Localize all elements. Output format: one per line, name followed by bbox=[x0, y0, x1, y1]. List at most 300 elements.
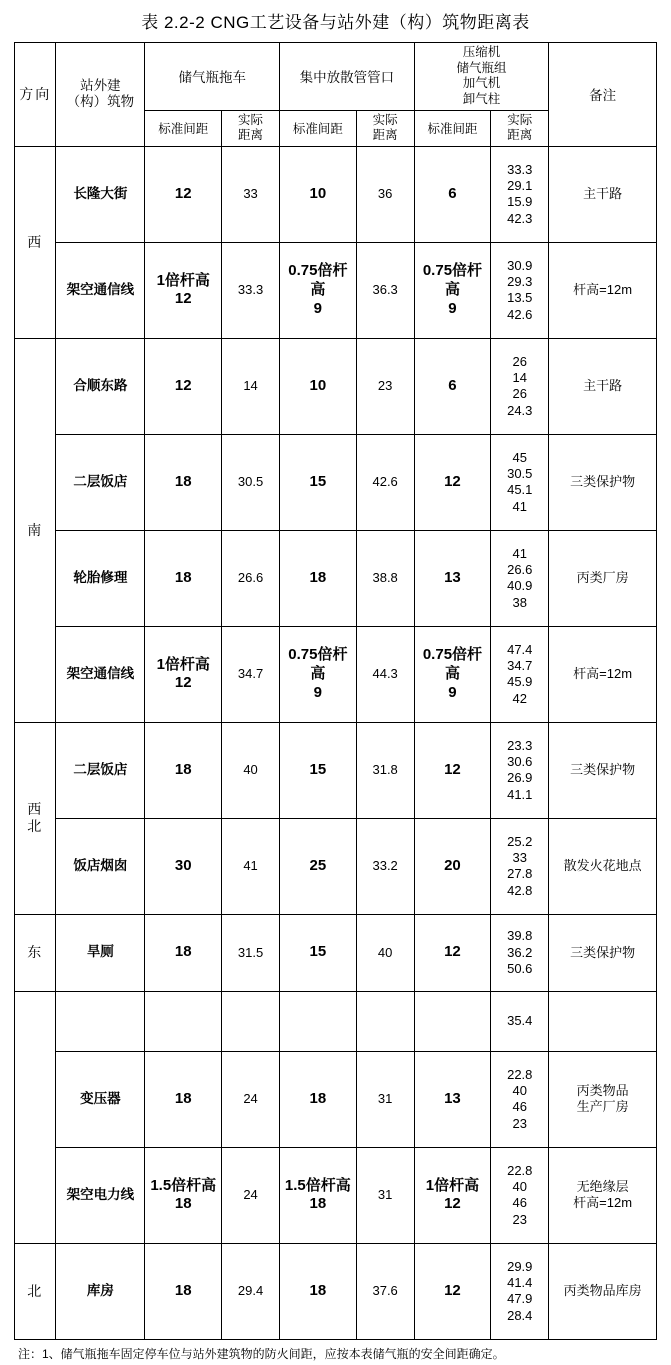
comp-standard-2-0-lines bbox=[416, 761, 490, 780]
comp-actual-2-0-line-4: 41.1 bbox=[507, 786, 533, 802]
comp-actual-2-1-line-3: 27.8 bbox=[507, 866, 533, 882]
vent-actual-3-0-line-1: 40 bbox=[377, 944, 393, 960]
vent-standard-2-0 bbox=[280, 722, 357, 818]
page-title: 表 2.2-2 CNG工艺设备与站外建（构）筑物距离表 bbox=[141, 13, 530, 32]
trailer-actual-4-1-lines bbox=[223, 1091, 278, 1107]
trailer-standard-1-3 bbox=[145, 626, 222, 722]
comp-actual-5-0 bbox=[491, 1243, 549, 1339]
compressor-line-3: 加气机 bbox=[462, 76, 501, 91]
trailer-actual-2-0-line-1: 40 bbox=[243, 762, 258, 778]
vent-actual-1-2-line-1: 38.8 bbox=[372, 570, 398, 586]
vent-standard-0-1-line-2: 9 bbox=[313, 299, 323, 317]
vent-actual-0-0-lines bbox=[358, 186, 413, 202]
trailer-actual-2-0-lines bbox=[223, 762, 278, 778]
comp-standard-3-0 bbox=[414, 914, 491, 991]
comp-actual-5-0-line-2: 41.4 bbox=[507, 1275, 533, 1290]
vent-standard-1-0-lines bbox=[281, 377, 355, 396]
comp-actual-1-0-line-1: 26 bbox=[512, 353, 527, 369]
vent-standard-4-1-line-1: 18 bbox=[309, 1089, 327, 1107]
trailer-standard-1-3-lines bbox=[146, 656, 220, 694]
trailer-standard-4-2-lines bbox=[146, 1177, 220, 1215]
trailer-standard-4-2 bbox=[145, 1147, 222, 1243]
trailer-standard-2-1-line-1: 30 bbox=[174, 856, 192, 874]
comp-actual-4-1-lines bbox=[492, 1067, 547, 1132]
comp-actual-2-0-line-3: 26.9 bbox=[507, 770, 533, 786]
trailer-actual-1-2 bbox=[222, 530, 280, 626]
header-row-1 bbox=[15, 43, 657, 111]
remark-1-3-line-1: 杆高=12m bbox=[573, 666, 633, 682]
comp-standard-1-2-line-1: 13 bbox=[444, 568, 461, 586]
vent-actual-0-0-line-1: 36 bbox=[377, 186, 393, 202]
header-group-compressor bbox=[414, 43, 549, 111]
direction-cell-2-lines bbox=[16, 801, 54, 836]
comp-standard-2-1-lines bbox=[416, 857, 490, 876]
va-1: 实际 bbox=[372, 112, 398, 127]
remark-1-0-line-1: 主干路 bbox=[583, 378, 623, 394]
trailer-standard-4-1-lines bbox=[146, 1090, 220, 1109]
comp-actual-0-0-line-4: 42.3 bbox=[507, 210, 533, 226]
vent-actual-5-0 bbox=[356, 1243, 414, 1339]
comp-actual-4-0-line-1: 35.4 bbox=[507, 1013, 533, 1029]
comp-actual-1-3 bbox=[491, 626, 549, 722]
building-name-0-1-lines bbox=[57, 282, 143, 299]
vent-standard-0-0-line-1: 10 bbox=[309, 184, 327, 202]
vent-standard-1-0-line-1: 10 bbox=[309, 376, 327, 394]
building-name-1-1 bbox=[56, 434, 145, 530]
building-name-1-1-lines bbox=[57, 474, 143, 491]
vent-actual-1-0-line-1: 23 bbox=[377, 378, 393, 394]
remark-4-2 bbox=[549, 1147, 657, 1243]
vent-standard-5-0-line-1: 18 bbox=[309, 1281, 327, 1299]
remark-0-0-line-1: 主干路 bbox=[583, 186, 623, 202]
building-name-4-1-line-1: 变压器 bbox=[80, 1090, 121, 1106]
comp-actual-1-3-line-4: 42 bbox=[512, 690, 527, 706]
building-name-2-0-line-1: 二层饭店 bbox=[73, 761, 128, 777]
vent-standard-1-3-line-2: 9 bbox=[313, 683, 323, 701]
trailer-actual-3-0 bbox=[222, 914, 280, 991]
remark-3-0-line-1: 三类保护物 bbox=[570, 944, 636, 960]
header-group-compressor-lines bbox=[416, 45, 548, 108]
remark-0-1 bbox=[549, 242, 657, 338]
comp-actual-1-1-line-1: 45 bbox=[512, 449, 527, 465]
comp-actual-1-0-line-2: 14 bbox=[512, 370, 527, 385]
vent-standard-3-0-line-1: 15 bbox=[309, 943, 327, 961]
vent-actual-4-2-lines bbox=[358, 1187, 413, 1203]
direction-cell-0-lines bbox=[16, 234, 54, 252]
table-row bbox=[15, 1243, 657, 1339]
trailer-standard-1-1-line-1: 18 bbox=[174, 472, 192, 490]
building-name-4-1 bbox=[56, 1051, 145, 1147]
vent-actual-2-1-lines bbox=[358, 858, 413, 874]
vent-actual-1-1-lines bbox=[358, 474, 413, 490]
trailer-actual-1-0 bbox=[222, 338, 280, 434]
building-name-1-2-line-1: 轮胎修理 bbox=[73, 569, 128, 585]
table-row bbox=[15, 1147, 657, 1243]
vent-actual-1-0-lines bbox=[358, 378, 413, 394]
header-trailer-standard: 标准间距 bbox=[145, 110, 222, 146]
remark-1-3-lines bbox=[550, 666, 655, 682]
vent-actual-4-0 bbox=[356, 991, 414, 1051]
remark-0-1-line-1: 杆高=12m bbox=[573, 282, 633, 298]
trailer-actual-2-1-line-1: 41 bbox=[243, 858, 258, 874]
comp-standard-4-1-lines bbox=[416, 1090, 490, 1109]
vent-standard-0-0-lines bbox=[281, 185, 355, 204]
comp-actual-4-1-line-4: 23 bbox=[512, 1115, 527, 1131]
vent-standard-4-2 bbox=[280, 1147, 357, 1243]
trailer-standard-2-1-lines bbox=[146, 857, 220, 876]
vent-actual-1-3 bbox=[356, 626, 414, 722]
remark-1-2-line-1: 丙类厂房 bbox=[576, 570, 629, 586]
comp-actual-4-0 bbox=[491, 991, 549, 1051]
trailer-actual-1-0-line-1: 14 bbox=[243, 378, 258, 394]
distance-table bbox=[14, 42, 657, 1340]
trailer-standard-5-0-line-1: 18 bbox=[174, 1281, 192, 1299]
trailer-standard-1-2-line-1: 18 bbox=[174, 568, 192, 586]
comp-standard-1-1-line-1: 12 bbox=[444, 472, 461, 490]
building-name-4-2-line-1: 架空电力线 bbox=[66, 1186, 135, 1202]
vent-standard-1-0 bbox=[280, 338, 357, 434]
building-name-1-0 bbox=[56, 338, 145, 434]
trailer-standard-4-1-line-1: 18 bbox=[174, 1089, 192, 1107]
building-name-4-2 bbox=[56, 1147, 145, 1243]
vent-standard-4-1-lines bbox=[281, 1090, 355, 1109]
comp-actual-0-0 bbox=[491, 146, 549, 242]
building-name-5-0 bbox=[56, 1243, 145, 1339]
comp-standard-1-3 bbox=[414, 626, 491, 722]
trailer-actual-1-1-line-1: 30.5 bbox=[237, 474, 264, 490]
trailer-actual-3-0-lines bbox=[223, 945, 278, 961]
table-row bbox=[15, 338, 657, 434]
comp-actual-2-1 bbox=[491, 818, 549, 914]
comp-actual-1-3-line-1: 47.4 bbox=[507, 641, 533, 657]
comp-standard-2-1 bbox=[414, 818, 491, 914]
trailer-standard-4-2-line-1: 1.5倍杆高 bbox=[150, 1176, 217, 1194]
building-name-4-0 bbox=[56, 991, 145, 1051]
ca-1: 实际 bbox=[507, 112, 533, 127]
trailer-standard-0-0-line-1: 12 bbox=[174, 184, 192, 202]
building-name-2-0-lines bbox=[57, 762, 143, 779]
trailer-actual-0-0-line-1: 33 bbox=[243, 186, 258, 202]
vent-standard-1-3 bbox=[280, 626, 357, 722]
vent-standard-1-3-line-1: 0.75倍杆高 bbox=[288, 646, 348, 682]
comp-actual-1-1-line-2: 30.5 bbox=[507, 466, 533, 481]
comp-standard-4-2 bbox=[414, 1147, 491, 1243]
header-group-vent: 集中放散管管口 bbox=[280, 43, 415, 111]
trailer-standard-0-0 bbox=[145, 146, 222, 242]
trailer-actual-1-2-lines bbox=[223, 570, 278, 586]
building-name-3-0 bbox=[56, 914, 145, 991]
vent-actual-0-0 bbox=[356, 146, 414, 242]
comp-actual-1-2 bbox=[491, 530, 549, 626]
remark-1-3 bbox=[549, 626, 657, 722]
building-name-0-0 bbox=[56, 146, 145, 242]
comp-actual-4-2 bbox=[491, 1147, 549, 1243]
vent-actual-5-0-lines bbox=[358, 1283, 413, 1299]
trailer-actual-4-1-line-1: 24 bbox=[243, 1091, 258, 1107]
comp-actual-4-2-line-4: 23 bbox=[512, 1211, 527, 1227]
building-name-2-1-lines bbox=[57, 858, 143, 875]
comp-actual-4-1 bbox=[491, 1051, 549, 1147]
table-row bbox=[15, 722, 657, 818]
header-direction: 方向 bbox=[15, 43, 56, 147]
building-name-5-0-line-1: 库房 bbox=[86, 1282, 114, 1298]
vent-standard-4-2-line-2: 18 bbox=[309, 1195, 327, 1213]
trailer-standard-1-2-lines bbox=[146, 569, 220, 588]
vent-standard-1-1-lines bbox=[281, 473, 355, 492]
trailer-actual-4-2-line-1: 24 bbox=[243, 1187, 258, 1203]
comp-actual-2-0-lines bbox=[492, 738, 547, 803]
comp-actual-3-0-lines bbox=[492, 928, 547, 977]
table-note: 注：1、储气瓶拖车固定停车位与站外建筑物的防火间距，应按本表储气瓶的安全间距确定。 bbox=[18, 1346, 505, 1361]
remark-4-1 bbox=[549, 1051, 657, 1147]
trailer-standard-1-0-line-1: 12 bbox=[174, 376, 192, 394]
building-name-3-0-line-1: 旱厕 bbox=[86, 944, 114, 960]
direction-cell-1 bbox=[15, 338, 56, 722]
comp-actual-0-1-line-1: 30.9 bbox=[507, 257, 533, 273]
comp-standard-2-1-line-1: 20 bbox=[444, 856, 461, 874]
vent-actual-1-1-line-1: 42.6 bbox=[372, 474, 398, 490]
direction-cell-3-line-1: 东 bbox=[27, 944, 44, 960]
trailer-actual-1-1 bbox=[222, 434, 280, 530]
header-building-line1: 站外建 bbox=[80, 77, 121, 93]
header-trailer-actual bbox=[222, 110, 280, 146]
comp-actual-4-2-lines bbox=[492, 1163, 547, 1228]
table-row bbox=[15, 434, 657, 530]
comp-standard-1-3-line-2: 9 bbox=[448, 683, 457, 701]
trailer-actual-1-2-line-1: 26.6 bbox=[237, 570, 264, 586]
building-name-0-1 bbox=[56, 242, 145, 338]
remark-4-0 bbox=[549, 991, 657, 1051]
remark-2-0-line-1: 三类保护物 bbox=[570, 762, 636, 778]
building-name-1-2 bbox=[56, 530, 145, 626]
direction-cell-2-line-2: 北 bbox=[27, 818, 44, 835]
building-name-3-0-lines bbox=[57, 944, 143, 961]
trailer-standard-0-0-lines bbox=[146, 185, 220, 204]
direction-cell-0 bbox=[15, 146, 56, 338]
comp-actual-1-1 bbox=[491, 434, 549, 530]
trailer-actual-2-1-lines bbox=[223, 858, 278, 874]
vent-actual-5-0-line-1: 37.6 bbox=[372, 1283, 398, 1299]
comp-actual-2-1-lines bbox=[492, 834, 547, 899]
remark-5-0 bbox=[549, 1243, 657, 1339]
trailer-actual-0-0-lines bbox=[223, 186, 278, 202]
vent-standard-2-1-lines bbox=[281, 857, 355, 876]
comp-actual-1-2-line-4: 38 bbox=[512, 594, 527, 610]
va-2: 距离 bbox=[372, 128, 398, 143]
comp-standard-0-0-line-1: 6 bbox=[448, 184, 457, 202]
direction-cell-3 bbox=[15, 914, 56, 991]
trailer-standard-0-1-line-2: 12 bbox=[174, 290, 192, 308]
vent-standard-3-0-lines bbox=[281, 943, 355, 962]
trailer-standard-1-1-lines bbox=[146, 473, 220, 492]
header-comp-actual bbox=[491, 110, 549, 146]
comp-actual-1-1-lines bbox=[492, 450, 547, 515]
building-name-0-0-line-1: 长隆大街 bbox=[73, 185, 128, 201]
comp-actual-2-1-line-2: 33 bbox=[512, 850, 527, 865]
comp-actual-4-2-line-2: 40 bbox=[512, 1179, 527, 1194]
header-group-trailer: 储气瓶拖车 bbox=[145, 43, 280, 111]
vent-actual-0-1-line-1: 36.3 bbox=[372, 282, 398, 298]
building-name-1-3-lines bbox=[57, 666, 143, 683]
trailer-standard-5-0 bbox=[145, 1243, 222, 1339]
trailer-actual-2-1 bbox=[222, 818, 280, 914]
vent-standard-1-2 bbox=[280, 530, 357, 626]
trailer-standard-1-0 bbox=[145, 338, 222, 434]
remark-5-0-lines bbox=[550, 1283, 655, 1299]
comp-standard-1-0 bbox=[414, 338, 491, 434]
remark-4-1-line-1: 丙类物品 bbox=[576, 1083, 629, 1098]
vent-standard-4-1 bbox=[280, 1051, 357, 1147]
remark-2-1-line-1: 散发火花地点 bbox=[563, 858, 642, 874]
building-name-2-0 bbox=[56, 722, 145, 818]
comp-standard-4-2-line-1: 1倍杆高 bbox=[425, 1176, 480, 1194]
header-building bbox=[56, 43, 145, 147]
trailer-actual-4-0 bbox=[222, 991, 280, 1051]
comp-standard-5-0 bbox=[414, 1243, 491, 1339]
trailer-standard-1-3-line-2: 12 bbox=[174, 674, 192, 692]
remark-1-0-lines bbox=[550, 378, 655, 394]
table-row bbox=[15, 818, 657, 914]
vent-standard-1-1-line-1: 15 bbox=[309, 472, 327, 490]
vent-standard-0-0 bbox=[280, 146, 357, 242]
comp-standard-4-2-line-2: 12 bbox=[444, 1195, 461, 1213]
table-row bbox=[15, 146, 657, 242]
ta-1: 实际 bbox=[238, 112, 264, 127]
vent-actual-1-3-lines bbox=[358, 666, 413, 682]
table-row bbox=[15, 1051, 657, 1147]
vent-standard-0-1 bbox=[280, 242, 357, 338]
comp-actual-2-0 bbox=[491, 722, 549, 818]
trailer-actual-2-0 bbox=[222, 722, 280, 818]
building-name-1-3-line-1: 架空通信线 bbox=[66, 665, 135, 681]
comp-actual-1-0-line-3: 26 bbox=[512, 386, 527, 402]
vent-actual-1-0 bbox=[356, 338, 414, 434]
building-name-2-1-line-1: 饭店烟囱 bbox=[73, 857, 128, 873]
trailer-standard-1-2 bbox=[145, 530, 222, 626]
vent-standard-2-1 bbox=[280, 818, 357, 914]
remark-1-1 bbox=[549, 434, 657, 530]
compressor-line-2: 储气瓶组 bbox=[456, 60, 507, 75]
comp-standard-0-0-lines bbox=[416, 185, 490, 204]
trailer-actual-1-3 bbox=[222, 626, 280, 722]
building-name-2-1 bbox=[56, 818, 145, 914]
trailer-actual-1-3-lines bbox=[223, 666, 278, 682]
comp-actual-5-0-line-1: 29.9 bbox=[507, 1258, 533, 1274]
remark-0-0-lines bbox=[550, 186, 655, 202]
comp-actual-3-0-line-2: 36.2 bbox=[507, 944, 533, 960]
table-row bbox=[15, 530, 657, 626]
trailer-actual-0-1-lines bbox=[223, 282, 278, 298]
trailer-actual-4-2-lines bbox=[223, 1187, 278, 1203]
comp-standard-1-2 bbox=[414, 530, 491, 626]
vent-standard-3-0 bbox=[280, 914, 357, 991]
trailer-standard-3-0 bbox=[145, 914, 222, 991]
trailer-actual-0-0 bbox=[222, 146, 280, 242]
vent-actual-1-1 bbox=[356, 434, 414, 530]
table-row bbox=[15, 626, 657, 722]
vent-standard-4-2-lines bbox=[281, 1177, 355, 1215]
comp-actual-5-0-line-4: 28.4 bbox=[507, 1307, 533, 1323]
trailer-actual-5-0 bbox=[222, 1243, 280, 1339]
remark-0-1-lines bbox=[550, 282, 655, 298]
comp-actual-2-1-line-1: 25.2 bbox=[507, 833, 533, 849]
comp-standard-4-2-lines bbox=[416, 1177, 490, 1215]
vent-actual-0-1-lines bbox=[358, 282, 413, 298]
trailer-standard-2-0-lines bbox=[146, 761, 220, 780]
remark-4-2-lines bbox=[550, 1179, 655, 1212]
comp-actual-1-1-line-3: 45.1 bbox=[507, 482, 533, 498]
remark-2-1 bbox=[549, 818, 657, 914]
comp-standard-4-0 bbox=[414, 991, 491, 1051]
vent-standard-2-1-line-1: 25 bbox=[309, 856, 327, 874]
comp-actual-1-2-lines bbox=[492, 546, 547, 611]
building-name-1-0-lines bbox=[57, 378, 143, 395]
vent-standard-4-0 bbox=[280, 991, 357, 1051]
trailer-actual-5-0-lines bbox=[223, 1283, 278, 1299]
direction-cell-5 bbox=[15, 1243, 56, 1339]
vent-standard-5-0-lines bbox=[281, 1282, 355, 1301]
ta-2: 距离 bbox=[238, 128, 264, 143]
ca-2: 距离 bbox=[507, 128, 533, 143]
trailer-actual-1-0-lines bbox=[223, 378, 278, 394]
remark-2-1-lines bbox=[550, 858, 655, 874]
vent-actual-3-0 bbox=[356, 914, 414, 991]
comp-actual-1-3-line-3: 45.9 bbox=[507, 674, 533, 690]
building-name-0-0-lines bbox=[57, 186, 143, 203]
vent-actual-0-1 bbox=[356, 242, 414, 338]
comp-standard-5-0-line-1: 12 bbox=[444, 1281, 461, 1299]
comp-standard-0-1-lines bbox=[416, 262, 490, 318]
trailer-standard-1-0-lines bbox=[146, 377, 220, 396]
comp-standard-1-1 bbox=[414, 434, 491, 530]
building-name-1-3 bbox=[56, 626, 145, 722]
comp-actual-2-0-line-1: 23.3 bbox=[507, 737, 533, 753]
comp-standard-2-0 bbox=[414, 722, 491, 818]
vent-standard-2-0-lines bbox=[281, 761, 355, 780]
trailer-standard-3-0-line-1: 18 bbox=[174, 943, 192, 961]
table-row bbox=[15, 914, 657, 991]
vent-actual-4-1-lines bbox=[358, 1091, 413, 1107]
trailer-actual-5-0-line-1: 29.4 bbox=[237, 1283, 264, 1299]
vent-standard-0-1-line-1: 0.75倍杆高 bbox=[288, 262, 348, 298]
remark-5-0-line-1: 丙类物品库房 bbox=[563, 1283, 642, 1299]
comp-actual-1-2-line-3: 40.9 bbox=[507, 578, 533, 594]
trailer-actual-3-0-line-1: 31.5 bbox=[237, 944, 264, 960]
comp-standard-5-0-lines bbox=[416, 1282, 490, 1301]
vent-actual-2-0-lines bbox=[358, 762, 413, 778]
comp-standard-0-1 bbox=[414, 242, 491, 338]
trailer-standard-2-1 bbox=[145, 818, 222, 914]
table-row bbox=[15, 991, 657, 1051]
table-header bbox=[15, 43, 657, 147]
vent-actual-2-1 bbox=[356, 818, 414, 914]
vent-actual-2-0 bbox=[356, 722, 414, 818]
header-comp-actual-lines bbox=[492, 113, 547, 144]
vent-actual-2-0-line-1: 31.8 bbox=[372, 762, 398, 778]
remark-4-1-lines bbox=[550, 1083, 655, 1116]
comp-actual-3-0 bbox=[491, 914, 549, 991]
comp-actual-1-3-lines bbox=[492, 642, 547, 707]
building-name-1-1-line-1: 二层饭店 bbox=[73, 473, 128, 489]
vent-actual-2-1-line-1: 33.2 bbox=[372, 858, 398, 874]
comp-standard-3-0-lines bbox=[416, 943, 490, 962]
trailer-actual-4-1 bbox=[222, 1051, 280, 1147]
remark-2-0 bbox=[549, 722, 657, 818]
trailer-standard-4-2-line-2: 18 bbox=[174, 1195, 192, 1213]
comp-actual-0-1 bbox=[491, 242, 549, 338]
building-name-0-1-line-1: 架空通信线 bbox=[66, 281, 135, 297]
comp-actual-1-1-line-4: 41 bbox=[512, 498, 527, 514]
